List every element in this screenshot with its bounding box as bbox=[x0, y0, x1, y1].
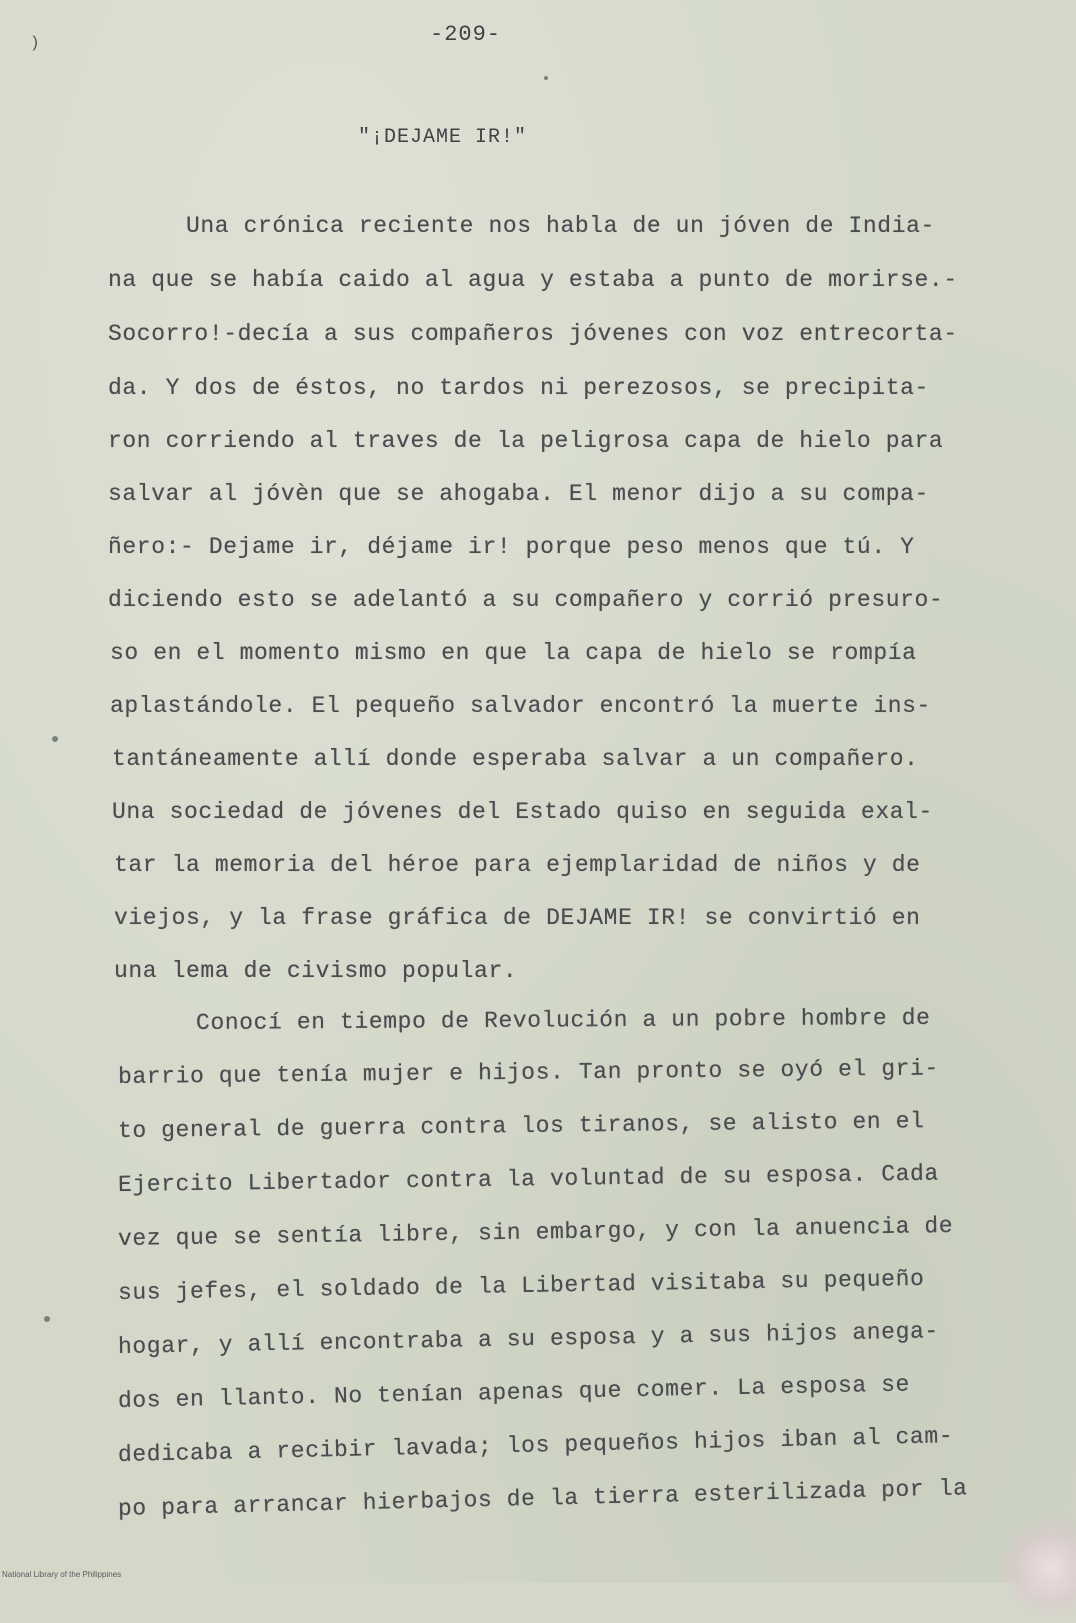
body-line: dedicaba a recibir lavada; los pequeños hijos iban al cam- bbox=[117, 1423, 954, 1468]
body-line: Una crónica reciente nos habla de un jóven de India- bbox=[186, 213, 935, 239]
body-line: diciendo esto se adelantó a su compañero y corrió presuro- bbox=[108, 587, 944, 613]
body-line: po para arrancar hierbajos de la tierra esterilizada por la bbox=[117, 1475, 968, 1522]
body-line: una lema de civismo popular. bbox=[114, 958, 518, 984]
page-number: -209- bbox=[430, 22, 502, 47]
body-line: Ejercito Libertador contra la voluntad de su esposa. Cada bbox=[117, 1160, 940, 1198]
body-line: aplastándole. El pequeño salvador encontró la muerte ins- bbox=[110, 693, 931, 719]
body-line: tar la memoria del héroe para ejemplaridad de niños y de bbox=[114, 852, 921, 878]
body-line: Conocí en tiempo de Revolución a un pobre hombre de bbox=[195, 1004, 931, 1036]
paper-speck bbox=[52, 736, 58, 742]
margin-mark: ) bbox=[30, 34, 40, 52]
body-line: ron corriendo al traves de la peligrosa capa de hielo para bbox=[108, 428, 944, 454]
body-line: hogar, y allí encontraba a su esposa y a sus hijos anega- bbox=[117, 1318, 940, 1360]
body-line: sus jefes, el soldado de la Libertad visitaba su pequeño bbox=[117, 1265, 925, 1306]
body-line: na que se había caido al agua y estaba a punto de morirse.- bbox=[108, 267, 958, 293]
body-line: so en el momento mismo en que la capa de hielo se rompía bbox=[110, 640, 917, 666]
paper-speck bbox=[44, 1316, 50, 1322]
body-line: to general de guerra contra los tiranos, se alisto en el bbox=[117, 1108, 925, 1144]
body-line: vez que se sentía libre, sin embargo, y con la anuencia de bbox=[117, 1212, 954, 1252]
paper-speck bbox=[544, 76, 548, 80]
body-line: Socorro!-decía a sus compañeros jóvenes con voz entrecorta- bbox=[108, 321, 958, 347]
body-line: viejos, y la frase gráfica de DEJAME IR! se convirtió en bbox=[114, 905, 921, 931]
footer-credit: National Library of the Philippines bbox=[2, 1570, 122, 1579]
body-line: ñero:- Dejame ir, déjame ir! porque peso menos que tú. Y bbox=[108, 534, 915, 560]
body-line: Una sociedad de jóvenes del Estado quiso en seguida exal- bbox=[112, 799, 933, 825]
body-line: tantáneamente allí donde esperaba salvar a un compañero. bbox=[112, 746, 919, 772]
body-line: da. Y dos de éstos, no tardos ni perezosos, se precipita- bbox=[108, 375, 929, 401]
body-line: dos en llanto. No tenían apenas que comer. La esposa se bbox=[117, 1371, 911, 1414]
body-line: barrio que tenía mujer e hijos. Tan pronto se oyó el gri- bbox=[117, 1055, 940, 1090]
corner-stain bbox=[996, 1513, 1076, 1623]
body-line: salvar al jóvèn que se ahogaba. El menor dijo a su compa- bbox=[108, 481, 929, 507]
document-title: "¡DEJAME IR!" bbox=[358, 126, 528, 149]
